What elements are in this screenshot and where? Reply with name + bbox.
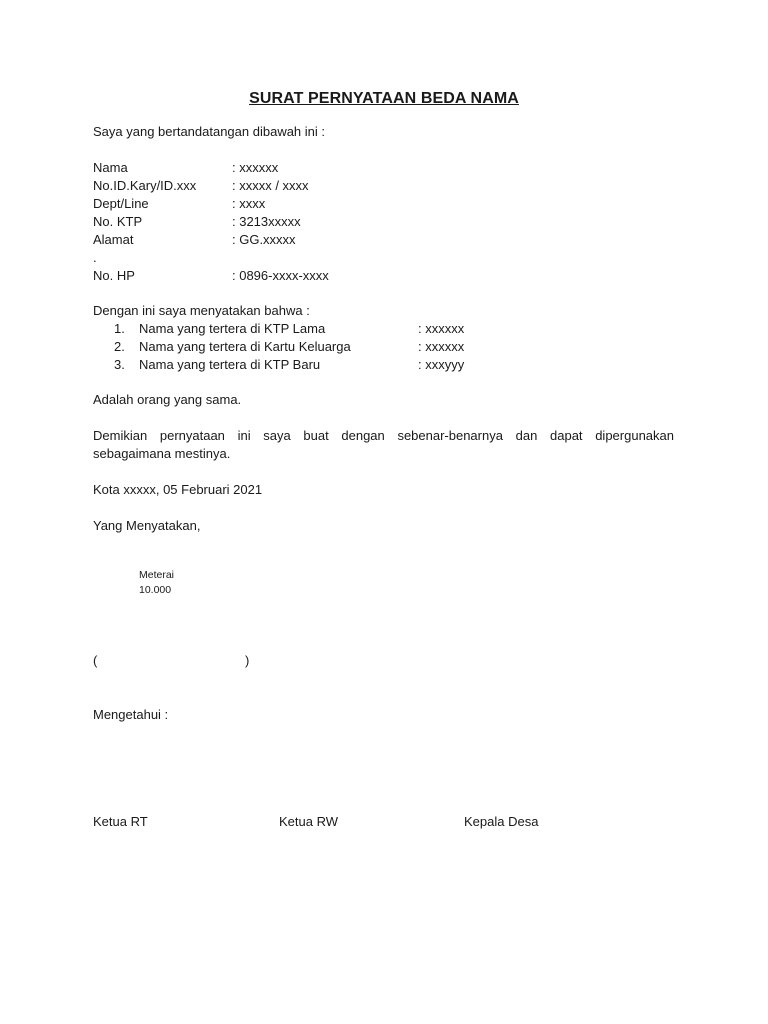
- signatory-ketua-rw: Ketua RW: [279, 814, 339, 829]
- stamp-value: 10.000: [139, 584, 172, 596]
- field-label: No.ID.Kary/ID.xxx: [93, 178, 197, 193]
- list-value: : xxxxxx: [418, 321, 465, 336]
- list-text: Nama yang tertera di KTP Lama: [139, 321, 326, 336]
- statement-intro: Dengan ini saya menyatakan bahwa :: [93, 303, 310, 318]
- field-value: : GG.xxxxx: [232, 232, 296, 247]
- field-value: : xxxx: [232, 196, 266, 211]
- same-person-text: Adalah orang yang sama.: [93, 392, 242, 407]
- field-label: Alamat: [93, 232, 134, 247]
- place-date: Kota xxxxx, 05 Februari 2021: [93, 482, 263, 497]
- document-title: SURAT PERNYATAAN BEDA NAMA: [249, 90, 519, 107]
- list-text: Nama yang tertera di KTP Baru: [139, 357, 321, 372]
- field-value: : xxxxxx: [232, 160, 279, 175]
- acknowledged-label: Mengetahui :: [93, 707, 169, 722]
- field-label: Nama: [93, 160, 128, 175]
- signature-paren-open: (: [93, 653, 98, 668]
- stray-dot: .: [93, 250, 97, 265]
- stamp-label: Meterai: [139, 569, 175, 581]
- list-value: : xxxxxx: [418, 339, 465, 354]
- signatory-kepala-desa: Kepala Desa: [464, 814, 539, 829]
- signature-paren-close: ): [245, 653, 250, 668]
- field-label: Dept/Line: [93, 196, 149, 211]
- field-value: : 3213xxxxx: [232, 214, 301, 229]
- closing-paragraph: Demikian pernyataan ini saya buat dengan sebenar-benarnya dan dapat dipergunakan sebagaimana mestinya.: [93, 428, 674, 461]
- list-number: 2.: [114, 339, 125, 354]
- intro-text: Saya yang bertandatangan dibawah ini :: [93, 124, 326, 139]
- field-value: : xxxxx / xxxx: [232, 178, 309, 193]
- list-value: : xxxyyy: [418, 357, 465, 372]
- signer-label: Yang Menyatakan,: [93, 518, 201, 533]
- field-label: No. HP: [93, 268, 135, 283]
- field-value: : 0896-xxxx-xxxx: [232, 268, 329, 283]
- field-label: No. KTP: [93, 214, 143, 229]
- list-number: 3.: [114, 357, 125, 372]
- list-number: 1.: [114, 321, 125, 336]
- signatory-ketua-rt: Ketua RT: [93, 814, 148, 829]
- list-text: Nama yang tertera di Kartu Keluarga: [139, 339, 351, 354]
